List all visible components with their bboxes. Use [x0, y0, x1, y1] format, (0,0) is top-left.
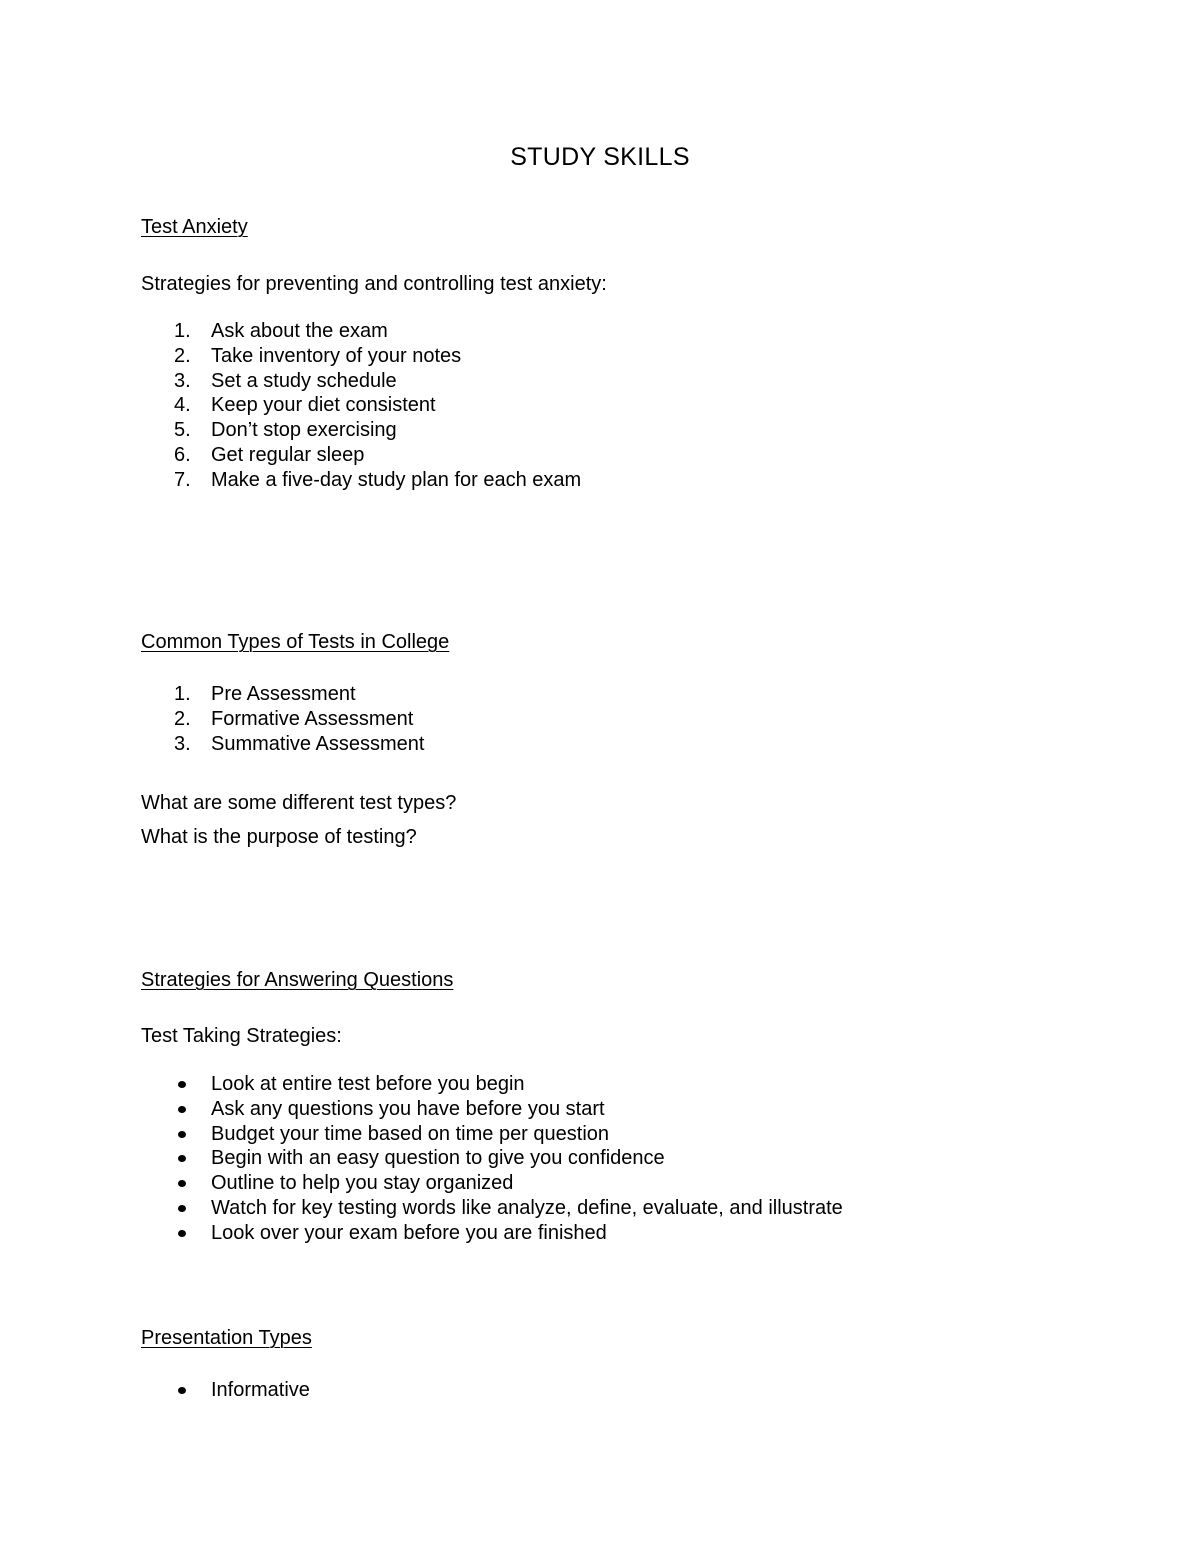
section-heading-test-anxiety: Test Anxiety	[141, 216, 248, 238]
question-test-types: What are some different test types?	[141, 792, 457, 814]
section-intro-test-anxiety: Strategies for preventing and controlling test anxiety:	[141, 273, 607, 295]
bullet-icon	[178, 1155, 186, 1162]
list-item-text: Begin with an easy question to give you confidence	[211, 1147, 665, 1170]
list-item-text: Take inventory of your notes	[211, 344, 462, 367]
list-item-text: Look over your exam before you are finished	[211, 1221, 607, 1244]
list-number: 7.	[174, 468, 191, 491]
list-item-text: Watch for key testing words like analyze, define, evaluate, and illustrate	[211, 1196, 843, 1219]
list-item-text: Pre Assessment	[211, 683, 356, 705]
list-item-text: Make a five-day study plan for each exam	[211, 468, 582, 491]
list-item-text: Formative Assessment	[211, 707, 414, 730]
list-item-text: Get regular sleep	[211, 443, 365, 466]
bullet-icon	[178, 1387, 186, 1394]
list-item-text: Don’t stop exercising	[211, 419, 397, 442]
list-number: 1.	[174, 320, 191, 342]
list-item-text: Look at entire test before you begin	[211, 1073, 525, 1095]
list-number: 3.	[174, 732, 191, 755]
list-number: 2.	[174, 707, 191, 730]
bullet-icon	[178, 1180, 186, 1187]
list-number: 2.	[174, 344, 191, 367]
bullet-icon	[178, 1131, 186, 1138]
section-heading-presentation-types: Presentation Types	[141, 1327, 312, 1349]
list-item-text: Informative	[211, 1379, 310, 1401]
list-item-text: Budget your time based on time per question	[211, 1122, 610, 1145]
list-item-text: Outline to help you stay organized	[211, 1172, 514, 1195]
document-title: STUDY SKILLS	[510, 143, 690, 171]
list-number: 5.	[174, 419, 191, 442]
question-purpose-of-testing: What is the purpose of testing?	[141, 826, 417, 848]
list-item-text: Ask any questions you have before you start	[211, 1097, 605, 1120]
list-number: 6.	[174, 443, 191, 466]
list-item-text: Ask about the exam	[211, 320, 388, 342]
section-heading-answering-strategies: Strategies for Answering Questions	[141, 969, 454, 991]
section-heading-common-test-types: Common Types of Tests in College	[141, 631, 450, 653]
list-item-text: Summative Assessment	[211, 732, 425, 755]
bullet-icon	[178, 1230, 186, 1237]
bullet-icon	[178, 1081, 186, 1088]
bullet-icon	[178, 1205, 186, 1212]
section-intro-test-taking: Test Taking Strategies:	[141, 1025, 342, 1047]
list-number: 3.	[174, 369, 191, 392]
list-number: 1.	[174, 683, 191, 705]
list-item-text: Set a study schedule	[211, 369, 397, 392]
list-item-text: Keep your diet consistent	[211, 394, 436, 417]
bullet-icon	[178, 1106, 186, 1113]
list-number: 4.	[174, 394, 191, 417]
